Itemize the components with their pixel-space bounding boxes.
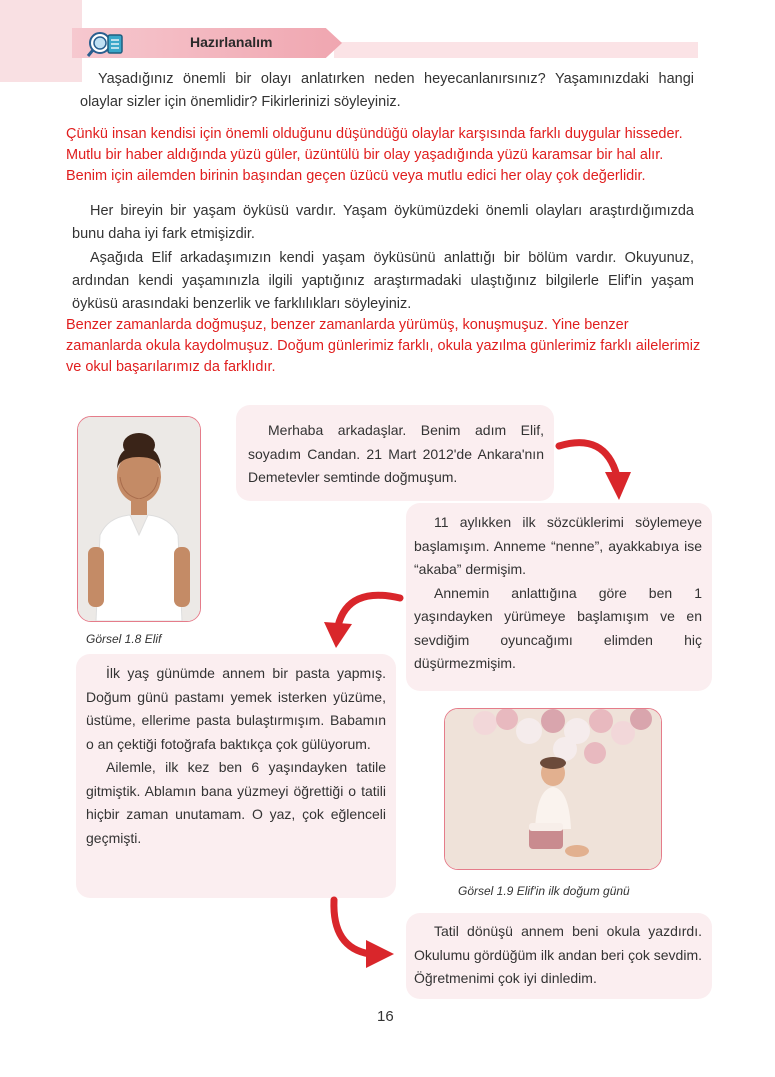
birthday-illustration bbox=[445, 709, 661, 869]
birthday-photo bbox=[444, 708, 662, 870]
story-bubble-4 bbox=[406, 913, 712, 999]
bubble-1-text: Merhaba arkadaşlar. Benim adım Elif, soyadım Candan. 21 Mart 2012'de Ankara'nın Demetevler semtinde doğmuşum. bbox=[248, 422, 544, 485]
bubble-3-para-2: Ailemle, ilk kez ben 6 yaşındayken tatile gitmiştik. Ablamın bana yüzmeyi öğrettiği o tatili hiçbir zaman unutamam. O yaz, çok eğlenceli geçmişti. bbox=[86, 759, 386, 846]
story-bubble-1 bbox=[236, 405, 554, 501]
header-light-strip bbox=[334, 42, 698, 58]
page-number: 16 bbox=[377, 1008, 394, 1025]
section-title: Hazırlanalım bbox=[190, 34, 273, 50]
paragraph-1: Her bireyin bir yaşam öyküsü vardır. Yaşam öykümüzdeki önemli olayları araştırdığımızda bunu daha iyi fark etmişizdir. bbox=[72, 203, 694, 242]
answer-text-2: Benzer zamanlarda doğmuşuz, benzer zamanlarda yürümüş, konuşmuşuz. Yine benzer zamanlarda okula kaydolmuşuz. Doğum günlerimiz farklı, okula yazılma günlerimiz farklı ailelerimiz ve okul başarılarımız da farklıdır. bbox=[66, 317, 701, 375]
elif-photo bbox=[77, 416, 201, 622]
paragraph-2: Aşağıda Elif arkadaşımızın kendi yaşam öyküsünü anlattığı bir bölüm vardır. Okuyunuz, ardından kendi yaşamınızla ilgili yaptığınız araştırmadaki ulaştığınız bilgilerle Elif'in yaşam öyküsü arasındaki benzerlik ve farklılıkları söyleyiniz. bbox=[72, 250, 694, 312]
curved-arrow-icon bbox=[326, 896, 398, 972]
curved-arrow-icon bbox=[555, 432, 635, 504]
photo2-caption: Görsel 1.9 Elif'in ilk doğum günü bbox=[458, 884, 630, 898]
bubble-3-para-1: İlk yaş günümde annem bir pasta yapmış. Doğum günü pastamı yemek isterken yüzüme, üstüme, ellerime pasta bulaştırmışım. Babamın o an çektiği fotoğrafa baktıkça çok gülüyorum. bbox=[86, 665, 386, 752]
intro-question: Yaşadığınız önemli bir olayı anlatırken neden heyecanlanırsınız? Yaşamınızdaki hangi olaylar sizler için önemlidir? Fikirlerinizi söyleyiniz. bbox=[80, 71, 694, 110]
bubble-2-para-1: 11 aylıkken ilk sözcüklerimi söylemeye başlamışım. Anneme “nenne”, ayakkabıya ise “akaba” dermişim. bbox=[414, 514, 702, 577]
curved-arrow-icon bbox=[318, 586, 404, 650]
girl-portrait-illustration bbox=[78, 417, 200, 621]
story-bubble-2 bbox=[406, 503, 712, 691]
bubble-4-text: Tatil dönüşü annem beni okula yazdırdı. Okulumu gördüğüm ilk andan beri çok sevdim. Öğretmenimi çok iyi dinledim. bbox=[414, 923, 702, 986]
magnifier-book-icon bbox=[86, 30, 126, 58]
bubble-2-para-2: Annemin anlattığına göre ben 1 yaşındayken yürümeye başlamışım ve en sevdiğim oyuncağımı elimden hiç düşürmezmişim. bbox=[414, 584, 702, 671]
page-corner-decoration bbox=[0, 0, 82, 82]
section-header bbox=[72, 28, 698, 60]
story-bubble-3 bbox=[76, 654, 396, 898]
answer-text-1: Çünkü insan kendisi için önemli olduğunu düşündüğü olaylar karşısında farklı duygular hisseder. Mutlu bir haber aldığında yüzü güler, üzüntülü bir olay yaşadığında yüzü karamsar bir hal alır. Benim için ailemden birinin başından geçen üzücü veya mutlu edici her olay çok değerlidir. bbox=[66, 126, 683, 184]
photo1-caption: Görsel 1.8 Elif bbox=[86, 632, 162, 646]
